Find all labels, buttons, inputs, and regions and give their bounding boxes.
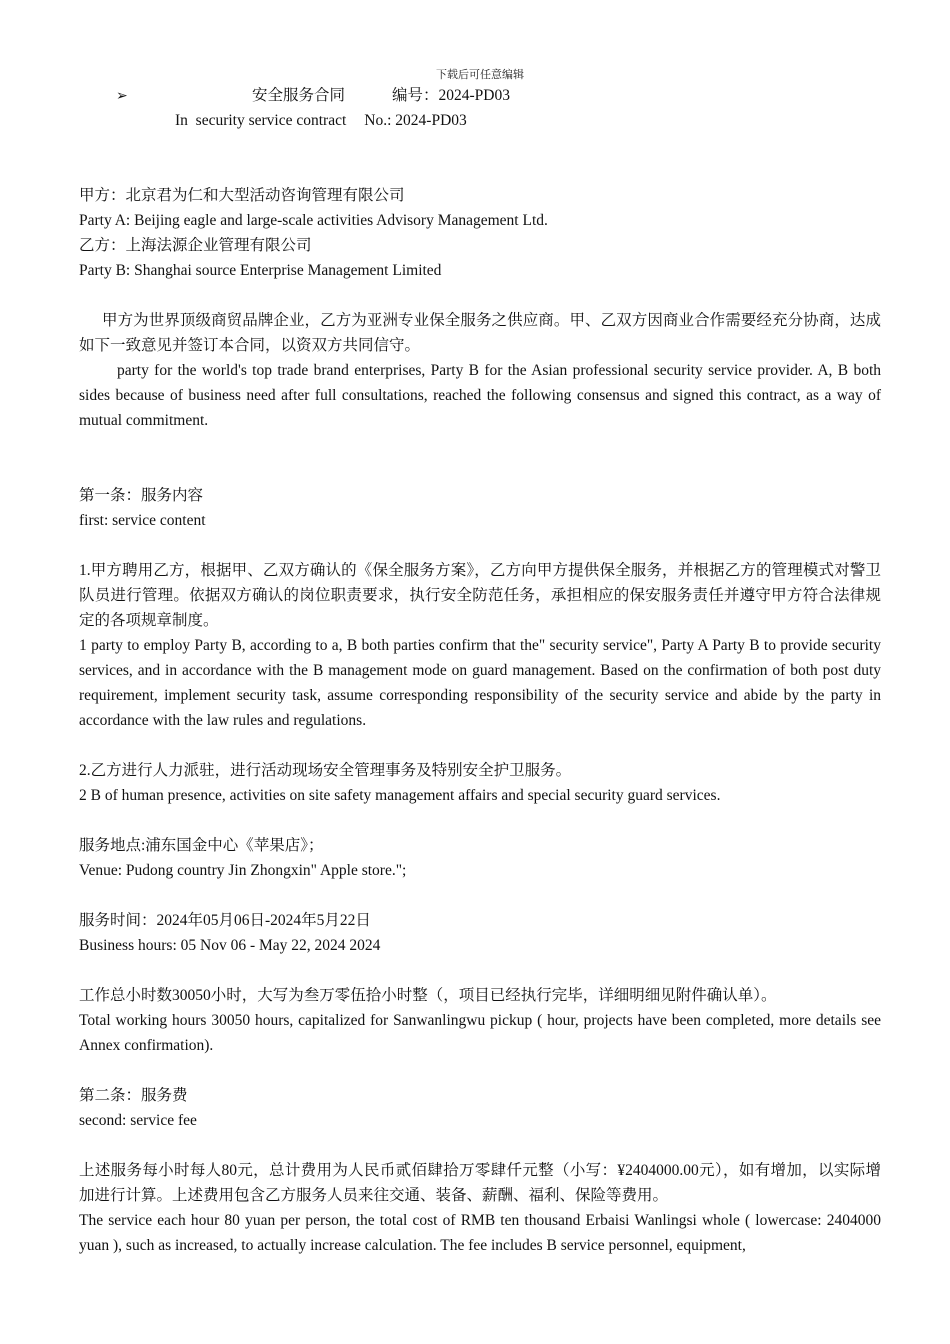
- article2-heading-cn: 第二条：服务费: [79, 1087, 188, 1104]
- working-hours-cn: 工作总小时数30050小时，大写为叁万零伍拾小时整（，项目已经执行完毕，详细明细见附件确认单）。: [79, 987, 777, 1004]
- contract-title-en-line: [175, 111, 467, 131]
- service-fee-en: The service each hour 80 yuan per person, the total cost of RMB ten thousand Erbaisi Wanlingsi whole ( lowercase: 2404000 yuan ), such as increased, to actually increase calculation. The fee includes B service personnel, equipment,: [79, 1212, 881, 1254]
- arrow-bullet-icon: ➢: [116, 89, 128, 104]
- party-b-cn: 乙方：上海法源企业管理有限公司: [79, 237, 312, 254]
- article1-item2-cn: 2.乙方进行人力派驻，进行活动现场安全管理事务及特别安全护卫服务。: [79, 762, 572, 779]
- service-time-cn: 服务时间：2024年05月06日-2024年5月22日: [79, 912, 371, 929]
- venue-en: Venue: Pudong country Jin Zhongxin" Apple store.";: [79, 862, 407, 879]
- article1-item1-en: 1 party to employ Party B, according to a, B both parties confirm that the" security service", Party A Party B to provide security services, and in accordance with the B management mode on guard management. Based on the confirmation of both post duty requirement, implement security task, assume corresponding responsibility of the security service and abide by the party in accordance with the law rules and regulations.: [79, 637, 881, 729]
- contract-title-cn: 安全服务合同: [252, 87, 346, 104]
- article2-heading-en: second: service fee: [79, 1112, 197, 1129]
- preamble-cn: 甲方为世界顶级商贸品牌企业，乙方为亚洲专业保全服务之供应商。甲、乙双方因商业合作需要经充分协商，达成如下一致意见并签订本合同，以资双方共同信守。: [79, 312, 881, 354]
- contract-body: [79, 183, 881, 1258]
- article1-heading-cn: 第一条：服务内容: [79, 487, 204, 504]
- contract-title-line: [116, 86, 510, 107]
- party-a-en: Party A: Beijing eagle and large-scale activities Advisory Management Ltd.: [79, 212, 548, 229]
- party-b-en: Party B: Shanghai source Enterprise Management Limited: [79, 262, 442, 279]
- party-a-cn: 甲方：北京君为仁和大型活动咨询管理有限公司: [79, 187, 405, 204]
- article1-item2-en: 2 B of human presence, activities on site safety management affairs and special security guard services.: [79, 787, 721, 804]
- venue-cn: 服务地点:浦东国金中心《苹果店》；: [79, 837, 324, 854]
- service-fee-cn: 上述服务每小时每人80元，总计费用为人民币贰佰肆拾万零肆仟元整（小写：¥2404000.00元），如有增加，以实际增加进行计算。上述费用包含乙方服务人员来往交通、装备、薪酬、福利、保险等费用。: [79, 1162, 881, 1204]
- watermark-text: 下载后可任意编辑: [436, 69, 524, 81]
- contract-number-cn: 编号：2024-PD03: [392, 87, 510, 104]
- contract-title-en: In security service contract: [175, 112, 347, 129]
- article1-heading-en: first: service content: [79, 512, 206, 529]
- contract-number-en: No.: 2024-PD03: [364, 112, 467, 129]
- preamble-en: party for the world's top trade brand enterprises, Party B for the Asian professional security service provider. A, B both sides because of business need after full consultations, reached the following consensus and signed this contract, as a way of mutual commitment.: [79, 362, 881, 429]
- working-hours-en: Total working hours 30050 hours, capitalized for Sanwanlingwu pickup ( hour, projects have been completed, more details see Annex confirmation).: [79, 1012, 881, 1054]
- article1-item1-cn: 1.甲方聘用乙方，根据甲、乙双方确认的《保全服务方案》，乙方向甲方提供保全服务，并根据乙方的管理模式对警卫队员进行管理。依据双方确认的岗位职责要求，执行安全防范任务，承担相应的保安服务责任并遵守甲方符合法律规定的各项规章制度。: [79, 562, 881, 629]
- service-time-en: Business hours: 05 Nov 06 - May 22, 2024 2024: [79, 937, 381, 954]
